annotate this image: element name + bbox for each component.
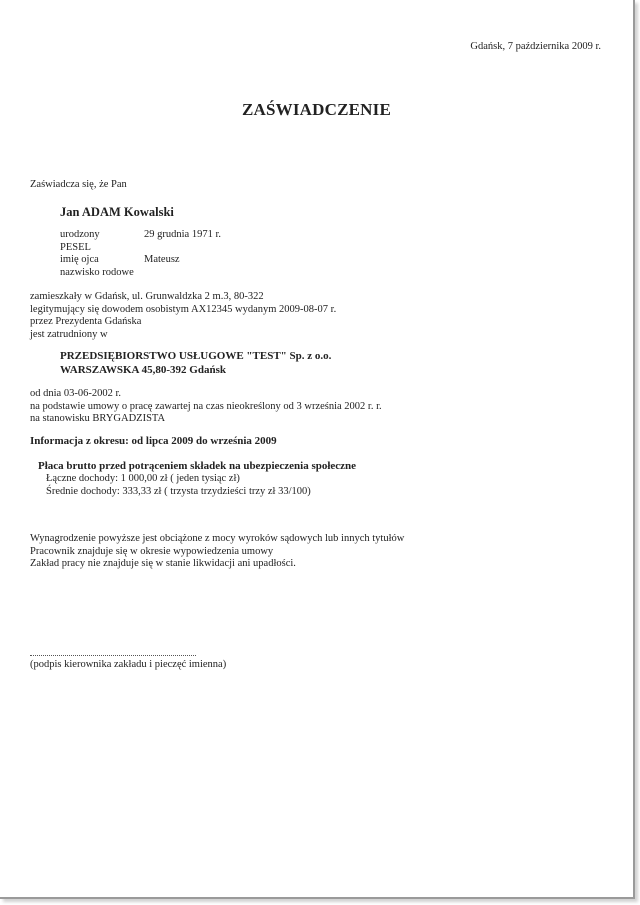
total-income: Łączne dochody: 1 000,00 zł ( jeden tysiąc zł)	[46, 473, 240, 484]
average-income: Średnie dochody: 333,33 zł ( trzysta trzydzieści trzy zł 33/100)	[46, 485, 311, 497]
document-title: ZAŚWIADCZENIE	[241, 100, 392, 119]
address-line: zamieszkały w Gdańsk, ul. Grunwaldzka 2 m.3, 80-322	[30, 291, 264, 302]
detail-row-father	[60, 254, 221, 267]
intro-text: Zaświadcza się, że Pan	[30, 179, 127, 190]
date-place: Gdańsk, 7 października 2009 r.	[470, 41, 601, 52]
notes-block	[30, 533, 404, 571]
detail-row-family-name	[60, 267, 221, 280]
detail-label: urodzony	[60, 229, 100, 240]
detail-row-birth	[60, 229, 221, 242]
employed-line: jest zatrudniony w	[30, 328, 108, 340]
address-block	[30, 291, 336, 341]
detail-value: 29 grudnia 1971 r.	[144, 229, 221, 240]
period-heading: Informacja z okresu: od lipca 2009 do września 2009	[30, 435, 277, 447]
detail-label: nazwisko rodowe	[60, 266, 134, 278]
employment-block	[30, 388, 382, 426]
salary-block	[46, 473, 311, 498]
person-details	[60, 229, 221, 279]
signature-line	[30, 655, 196, 656]
issuer-line: przez Prezydenta Gdańska	[30, 316, 142, 328]
note-line: Pracownik znajduje się w okresie wypowiedzenia umowy	[30, 545, 274, 557]
id-document-line: legitymujący się dowodem osobistym AX12345 wydanym 2009-08-07 r.	[30, 303, 337, 315]
signature-caption: (podpis kierownika zakładu i pieczęć imienna)	[30, 659, 227, 670]
employer-name: PRZEDSIĘBIORSTWO USŁUGOWE "TEST" Sp. z o.o.	[60, 350, 332, 362]
detail-label: imię ojca	[60, 254, 99, 266]
person-name: Jan ADAM Kowalski	[60, 205, 174, 219]
employer-block	[60, 350, 331, 377]
salary-heading: Płaca brutto przed potrąceniem składek na ubezpieczenia społeczne	[38, 460, 357, 472]
employer-address: WARSZAWSKA 45,80-392 Gdańsk	[60, 363, 226, 376]
detail-row-pesel	[60, 242, 221, 255]
note-line: Zakład pracy nie znajduje się w stanie likwidacji ani upadłości.	[30, 558, 296, 570]
detail-value: Mateusz	[144, 254, 180, 266]
employment-start: od dnia 03-06-2002 r.	[30, 388, 121, 399]
contract-line: na podstawie umowy o pracę zawartej na czas nieokreślony od 3 września 2002 r. r.	[30, 400, 382, 412]
detail-label: PESEL	[60, 241, 91, 253]
position-line: na stanowisku BRYGADZISTA	[30, 413, 166, 425]
note-line: Wynagrodzenie powyższe jest obciążone z mocy wyroków sądowych lub innych tytułów	[30, 533, 405, 544]
